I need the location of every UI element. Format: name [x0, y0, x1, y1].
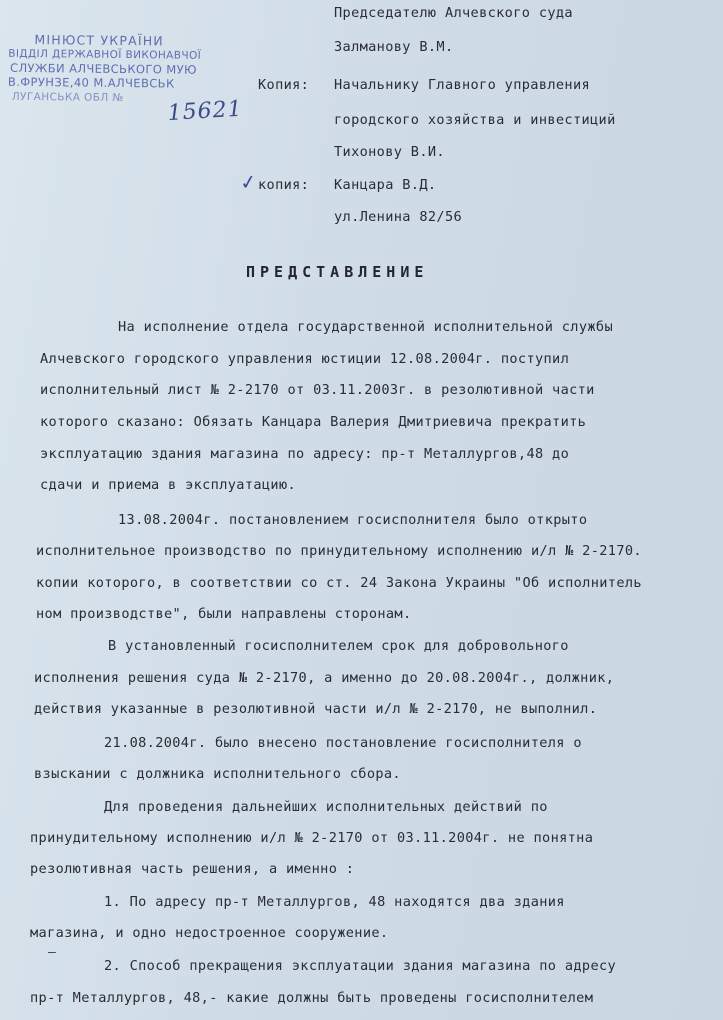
copy2-label: копия:: [258, 177, 310, 193]
body-line: исполнительное производство по принудительному исполнению и/л № 2-2170.: [36, 543, 642, 559]
copy2-line-1: Канцара В.Д.: [334, 177, 437, 193]
body-line: копии которого, в соответствии со ст. 24 Закона Украины "Об исполнитель: [36, 575, 642, 591]
body-line: пр-т Металлургов, 48,- какие должны быть проведены госисполнителем: [30, 990, 594, 1006]
document-title: ПРЕДСТАВЛЕНИЕ: [246, 263, 429, 281]
body-line: резолютивная часть решения, а именно :: [30, 861, 355, 877]
body-line: 21.08.2004г. было внесено постановление госисполнителя о: [104, 735, 582, 751]
copy2-line-2: ул.Ленина 82/56: [334, 209, 463, 225]
body-line: Алчевского городского управления юстиции 12.08.2004г. поступил: [40, 351, 570, 367]
body-line: сдачи и приема в эксплуатацию.: [40, 477, 297, 493]
margin-dash: –: [48, 945, 56, 960]
body-line: принудительному исполнению и/л № 2-2170 от 03.11.2004г. не понятна: [30, 830, 594, 846]
body-line: 2. Способ прекращения эксплуатации здания магазина по адресу: [104, 958, 617, 974]
body-line: эксплуатацию здания магазина по адресу: пр-т Металлургов,48 до: [40, 446, 570, 462]
checkmark-icon: ✓: [238, 168, 259, 196]
official-stamp: [7, 29, 244, 127]
copy1-line-2: городского хозяйства и инвестиций: [334, 112, 616, 128]
body-line: магазина, и одно недостроенное сооружение.: [30, 925, 389, 941]
body-line: исполнительный лист № 2-2170 от 03.11.2003г. в резолютивной части: [40, 382, 595, 398]
copy1-line-3: Тихонову В.И.: [334, 144, 445, 160]
stamp-line-1: МІНЮСТ УКРАЇНИ: [34, 32, 164, 49]
body-line: В установленный госисполнителем срок для добровольного: [108, 638, 569, 654]
body-line: исполнения решения суда № 2-2170, а именно до 20.08.2004г., должник,: [34, 670, 615, 686]
body-line: действия указанные в резолютивной части и/л № 2-2170, не выполнил.: [34, 701, 598, 717]
addressee-line-2: Залманову В.М.: [334, 39, 454, 55]
stamp-line-2: ВІДДІЛ ДЕРЖАВНОЇ ВИКОНАВЧОЇ: [8, 47, 202, 62]
copy1-line-1: Начальнику Главного управления: [334, 77, 591, 93]
body-line: которого сказано: Обязать Канцара Валерия Дмитриевича прекратить: [40, 414, 587, 430]
addressee-line-1: Председателю Алчевского суда: [334, 5, 573, 21]
body-line: 13.08.2004г. постановлением госисполнителя было открыто: [118, 512, 588, 528]
body-line: На исполнение отдела государственной исполнительной службы: [118, 319, 613, 335]
copy1-label: Копия:: [258, 77, 310, 93]
body-line: Для проведения дальнейших исполнительных действий по: [104, 799, 548, 815]
body-line: взыскании с должника исполнительного сбора.: [34, 766, 401, 782]
body-line: ном производстве", были направлены сторонам.: [36, 606, 412, 622]
stamp-line-4: В.ФРУНЗЕ,40 М.АЛЧЕВСЬК: [7, 74, 175, 91]
stamp-handwritten-number: 15621: [166, 96, 244, 127]
stamp-line-3: СЛУЖБИ АЛЧЕВСЬКОГО МУЮ: [10, 60, 197, 77]
stamp-line-5: ЛУГАНСЬКА ОБЛ №: [11, 90, 124, 104]
body-line: 1. По адресу пр-т Металлургов, 48 находятся два здания: [104, 894, 565, 910]
